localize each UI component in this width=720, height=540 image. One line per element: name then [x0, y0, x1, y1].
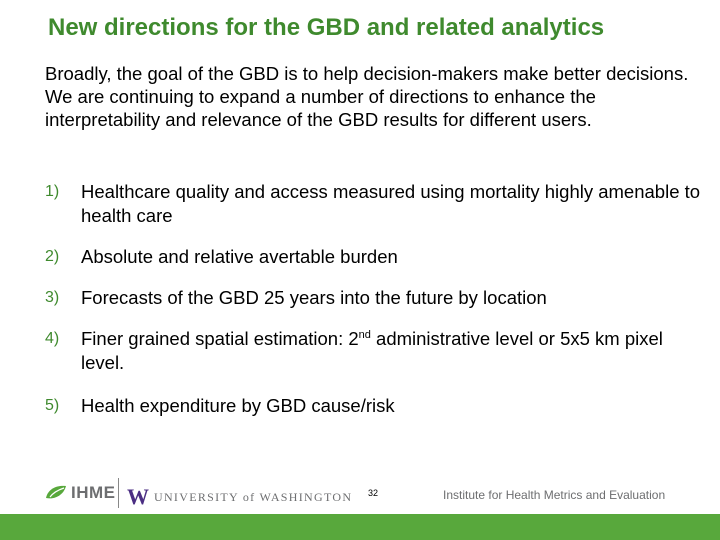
- item-text: Forecasts of the GBD 25 years into the future by location: [81, 287, 547, 308]
- uw-w-mark: W: [127, 484, 149, 509]
- item-text: Health expenditure by GBD cause/risk: [81, 395, 395, 416]
- uw-logo: [127, 484, 352, 510]
- item-text: Absolute and relative avertable burden: [81, 246, 398, 267]
- item-text-part: administrative level or 5x5 km pixel level.: [81, 328, 663, 373]
- item-number: 3): [45, 289, 60, 306]
- item-number: 2): [45, 248, 60, 265]
- superscript: nd: [358, 328, 371, 341]
- slide-title: New directions for the GBD and related analytics: [48, 14, 605, 41]
- footer-divider: [118, 478, 119, 508]
- item-number: 4): [45, 330, 60, 347]
- list-item: [45, 286, 705, 310]
- list-item: [45, 327, 705, 375]
- item-text: Healthcare quality and access measured using mortality highly amenable to health care: [81, 181, 701, 226]
- ihme-logo: [44, 483, 116, 503]
- intro-paragraph: Broadly, the goal of the GBD is to help decision-makers make better decisions. We are continuing to expand a number of directions to enhance the interpretability and relevance of the GBD results for different users.: [45, 63, 689, 130]
- page-number: 32: [368, 488, 379, 498]
- footer-bar: [0, 514, 720, 540]
- list-item: [45, 180, 705, 228]
- item-text: [81, 327, 705, 375]
- item-text-part: Finer grained spatial estimation: 2: [81, 328, 359, 349]
- item-number: 5): [45, 397, 60, 414]
- uw-wordmark: UNIVERSITY of WASHINGTON: [154, 489, 353, 504]
- ihme-wordmark: IHME: [71, 483, 116, 502]
- list-item: [45, 245, 705, 269]
- item-number: 1): [45, 183, 60, 200]
- institute-name: Institute for Health Metrics and Evaluation: [443, 488, 666, 502]
- ihme-leaf-icon: [44, 484, 68, 502]
- list-item: [45, 394, 705, 418]
